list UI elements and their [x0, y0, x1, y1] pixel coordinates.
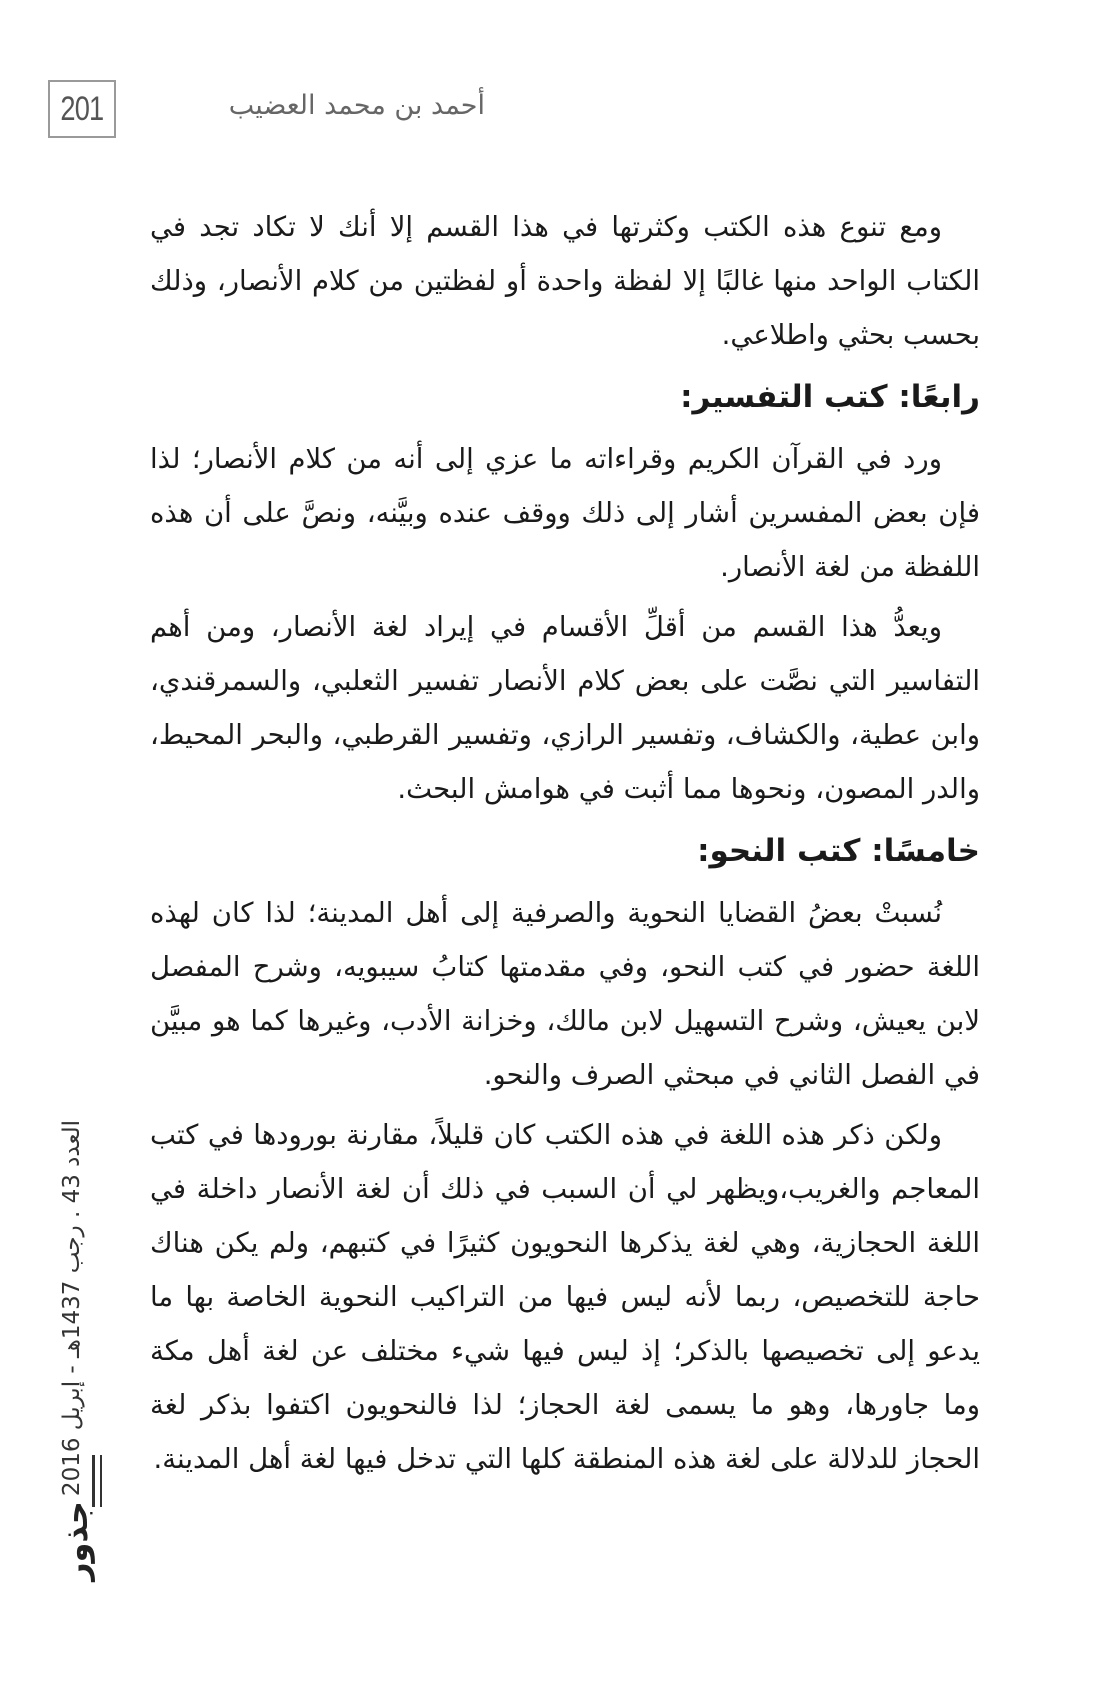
section-heading: رابعًا: كتب التفسير:: [680, 379, 980, 415]
paragraph: نُسبتْ بعضُ القضايا النحوية والصرفية إلى أهل المدينة؛ لذا كان لهذه اللغة حضور في كتب النحو، وفي مقدمتها كتابُ سيبويه، وشرح المفصل لابن يعيش، وشرح التسهيل لابن مالك، وخزانة الأدب، وغيرها كما هو مبيَّن في الفصل الثاني في مبحثي الصرف والنحو.: [150, 897, 980, 1091]
side-divider: [92, 1455, 95, 1507]
page-number: 201: [60, 89, 104, 128]
running-header-author: أحمد بن محمد العضيب: [228, 90, 485, 121]
paragraph: ورد في القرآن الكريم وقراءاته ما عزي إلى أنه من كلام الأنصار؛ لذا فإن بعض المفسرين أشار إلى ذلك ووقف عنده وبيَّنه، ونصَّ على أن هذه اللفظة من لغة الأنصار.: [150, 443, 980, 583]
paragraph: ومع تنوع هذه الكتب وكثرتها في هذا القسم إلا أنك لا تكاد تجد في الكتاب الواحد منها غالبًا إلا لفظة واحدة أو لفظتين من كلام الأنصار، وذلك بحسب بحثي واطلاعي.: [150, 211, 980, 351]
paragraph: ولكن ذكر هذه اللغة في هذه الكتب كان قليلاً، مقارنة بورودها في كتب المعاجم والغريب،ويظهر لي أن السبب في ذلك أن لغة الأنصار داخلة في اللغة الحجازية، وهي لغة يذكرها النحويون كثيرًا في كتبهم، ولم يكن هناك حاجة للتخصيص، ربما لأنه ليس فيها من التراكيب النحوية الخاصة بها ما يدعو إلى تخصيصها بالذكر؛ إذ ليس فيها شيء مختلف عن لغة أهل مكة وما جاورها، وهو ما يسمى لغة الحجاز؛ لذا فالنحويون اكتفوا بذكر لغة الحجاز للدلالة على لغة هذه المنطقة كلها التي تدخل فيها لغة أهل المدينة.: [150, 1119, 980, 1475]
paragraph: ويعدُّ هذا القسم من أقلِّ الأقسام في إيراد لغة الأنصار، ومن أهم التفاسير التي نصَّت على بعض كلام الأنصار تفسير الثعلبي، والسمرقندي، وابن عطية، والكشاف، وتفسير الرازي، وتفسير القرطبي، والبحر المحيط، والدر المصون، ونحوها مما أثبت في هوامش البحث.: [150, 611, 980, 805]
side-divider: [100, 1455, 102, 1507]
journal-logo: جذور: [56, 1501, 95, 1581]
page-number-box: [48, 80, 116, 138]
issue-info: العدد 43 . رجب 1437هـ - إبريل 2016: [59, 1120, 85, 1497]
article-body: [150, 200, 980, 1492]
section-heading: خامسًا: كتب النحو:: [697, 833, 980, 869]
